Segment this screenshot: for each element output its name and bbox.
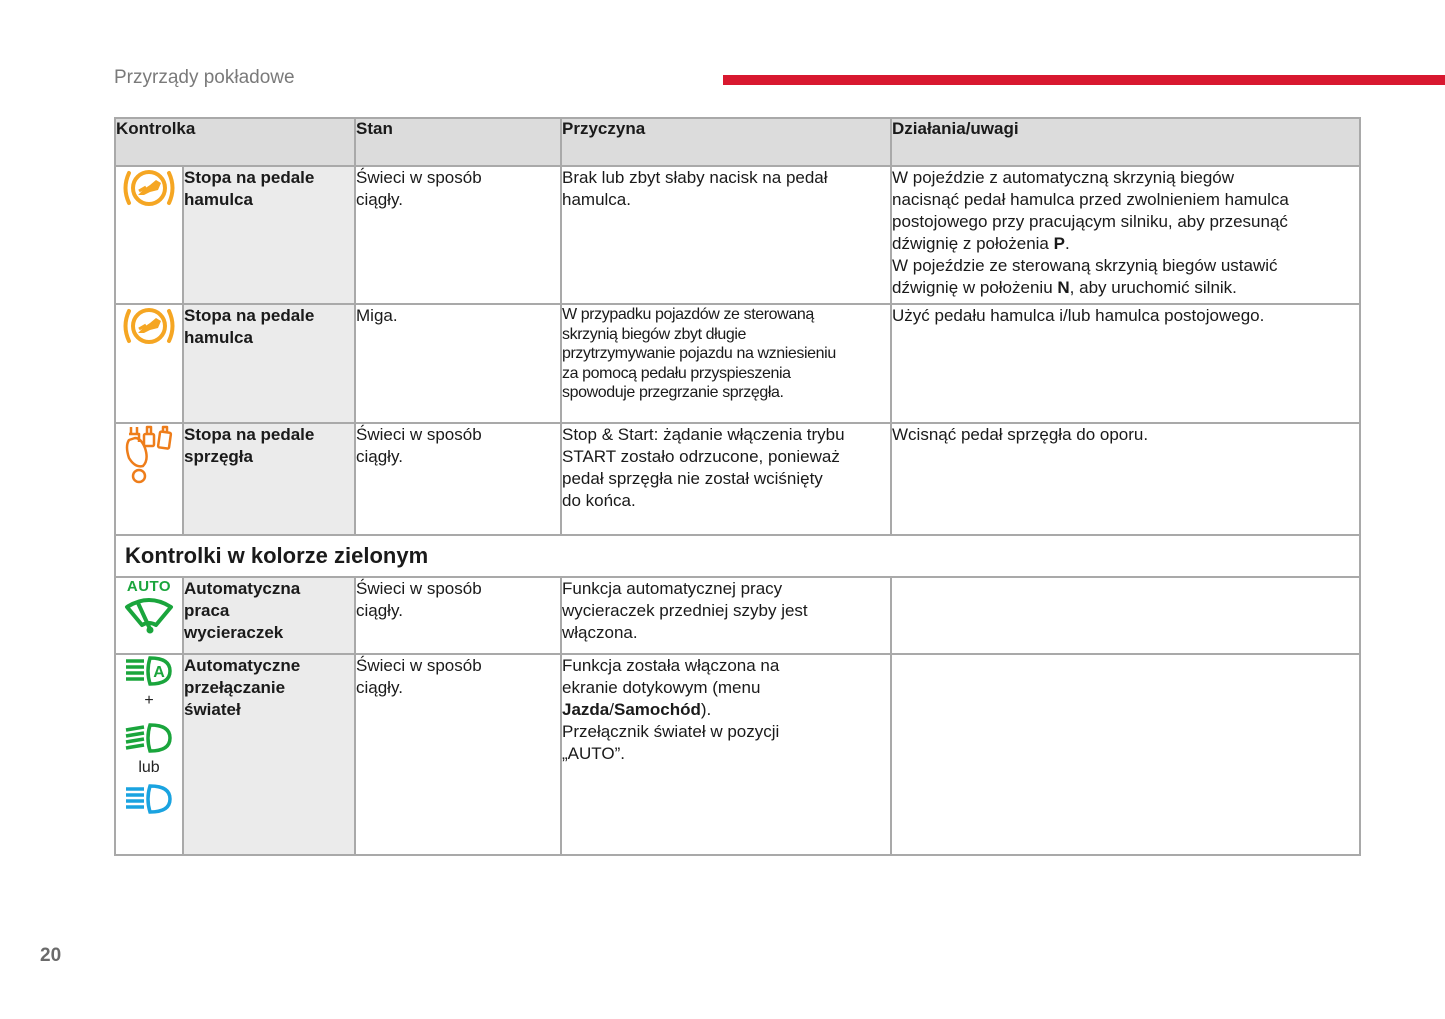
svg-text:A: A	[153, 664, 165, 681]
section-header: Przyrządy pokładowe	[114, 67, 295, 88]
brake-pedal-foot-icon	[120, 334, 178, 351]
table-row	[115, 577, 1360, 654]
kontrolka-name: Stopa na pedale hamulca	[183, 166, 355, 304]
dzialania-cell	[891, 577, 1360, 654]
clutch-pedal-foot-icon	[123, 475, 175, 492]
high-beam-icon	[124, 783, 174, 820]
warning-lights-table	[114, 117, 1361, 856]
header-przyczyna: Przyczyna	[561, 118, 891, 166]
auto-text-icon: AUTO	[126, 578, 172, 595]
kontrolka-name: Automatyczne przełączanie świateł	[183, 654, 355, 855]
przyczyna-cell: Funkcja automatycznej pracy wycieraczek przedniej szyby jest włączona.	[561, 577, 891, 654]
icon-cell	[115, 423, 183, 535]
stan-cell: Świeci w sposób ciągły.	[355, 577, 561, 654]
dzialania-cell: Użyć pedału hamulca i/lub hamulca postojowego.	[891, 304, 1360, 423]
dzialania-cell: W pojeździe z automatyczną skrzynią biegów nacisnąć pedał hamulca przed zwolnieniem hamulca postojowego przy pracującym silniku, aby przesunąć dźwignię z położenia P. W pojeździe ze sterowaną skrzynią biegów ustawić dźwignię w położeniu N, aby uruchomić silnik.	[891, 166, 1360, 304]
plus-label: +	[144, 692, 154, 709]
stan-cell: Świeci w sposób ciągły.	[355, 654, 561, 855]
page-number: 20	[40, 945, 62, 966]
section-title: Kontrolki w kolorze zielonym	[115, 535, 1360, 577]
low-beam-icon	[124, 722, 174, 759]
table-row	[115, 423, 1360, 535]
stan-cell: Świeci w sposób ciągły.	[355, 166, 561, 304]
accent-bar	[723, 75, 1445, 85]
przyczyna-cell: Brak lub zbyt słaby nacisk na pedał hamulca.	[561, 166, 891, 304]
przyczyna-cell: Stop & Start: żądanie włączenia trybu START zostało odrzucone, ponieważ pedał sprzęgła nie został wciśnięty do końca.	[561, 423, 891, 535]
icon-cell	[115, 304, 183, 423]
or-label: lub	[138, 759, 160, 776]
stan-cell: Miga.	[355, 304, 561, 423]
kontrolka-name: Stopa na pedale hamulca	[183, 304, 355, 423]
icon-cell	[115, 166, 183, 304]
section-title-row	[115, 535, 1360, 577]
kontrolka-name: Automatyczna praca wycieraczek	[183, 577, 355, 654]
brake-pedal-foot-icon	[120, 196, 178, 213]
przyczyna-cell: W przypadku pojazdów ze sterowaną skrzynią biegów zbyt długie przytrzymywanie pojazdu na wzniesieniu za pomocą pedału przyspieszenia spowoduje przegrzanie sprzęgła.	[561, 304, 891, 423]
header-dzialania: Działania/uwagi	[891, 118, 1360, 166]
table-row	[115, 166, 1360, 304]
header-kontrolka: Kontrolka	[115, 118, 355, 166]
table-row	[115, 654, 1360, 855]
table-row	[115, 304, 1360, 423]
auto-wiper-icon	[124, 595, 174, 640]
stan-cell: Świeci w sposób ciągły.	[355, 423, 561, 535]
table-header-row	[115, 118, 1360, 166]
icon-cell	[115, 577, 183, 654]
header-stan: Stan	[355, 118, 561, 166]
przyczyna-cell: Funkcja została włączona na ekranie dotykowym (menu Jazda/Samochód). Przełącznik świateł w pozycji „AUTO”.	[561, 654, 891, 855]
kontrolka-name: Stopa na pedale sprzęgła	[183, 423, 355, 535]
dzialania-cell	[891, 654, 1360, 855]
icon-cell	[115, 654, 183, 855]
auto-headlamp-icon	[124, 655, 174, 692]
dzialania-cell: Wcisnąć pedał sprzęgła do oporu.	[891, 423, 1360, 535]
